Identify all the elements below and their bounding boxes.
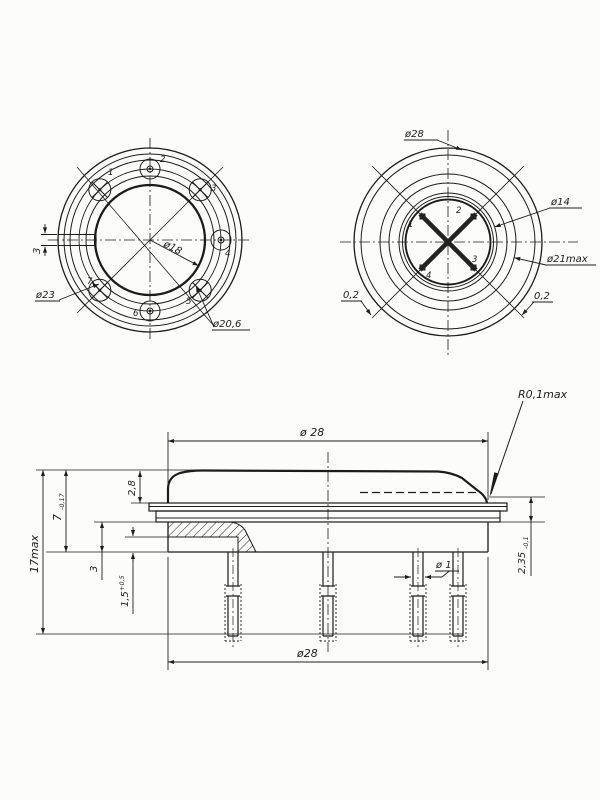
sector-label-1: 1: [408, 220, 414, 230]
svg-text:ø 28: ø 28: [300, 426, 325, 439]
svg-text:ø18: ø18: [161, 238, 184, 258]
svg-text:0,2: 0,2: [534, 291, 550, 302]
dim-outer-dia: [404, 129, 462, 150]
svg-text:ø21max: ø21max: [547, 254, 588, 265]
dim-base-height: [89, 522, 102, 580]
dim-seat-height: [51, 470, 66, 552]
svg-text:ø14: ø14: [551, 197, 570, 208]
svg-text:ø20,6: ø20,6: [213, 319, 242, 330]
dim-window-dia: [495, 197, 582, 227]
dim-pin-dia: [394, 560, 459, 577]
pin-3: [189, 179, 211, 201]
pin-label-6: 6: [133, 309, 139, 319]
dim-flange-thickness: [517, 497, 531, 576]
lead-4: [450, 548, 466, 650]
pin-label-1: 1: [108, 168, 114, 178]
pin-label-5: 5: [186, 297, 192, 307]
svg-text:ø28: ø28: [405, 129, 424, 140]
pin-5: [189, 279, 211, 301]
extension-lines: [36, 432, 545, 670]
svg-text:-0,1: -0,1: [522, 536, 530, 549]
sector-label-2: 2: [456, 206, 462, 216]
svg-text:1,5: 1,5: [120, 591, 131, 607]
pin-1: [89, 179, 111, 201]
dim-cap-dia: [150, 238, 199, 265]
side-section-view: [28, 388, 568, 670]
cross-reticle: [420, 214, 477, 271]
dim-step-dia: [196, 286, 250, 330]
svg-text:3: 3: [89, 565, 100, 572]
section-hatch: [168, 522, 256, 552]
dim-cap-height: [127, 471, 140, 503]
leads: [225, 548, 466, 650]
dim-arm-width-left: [341, 290, 371, 315]
lead-3: [410, 548, 426, 650]
window-side-view: [340, 129, 596, 356]
svg-text:17max: 17max: [28, 535, 41, 573]
pin-label-7: 7: [87, 277, 93, 287]
lead-1: [225, 548, 241, 650]
dim-cap-dia: [168, 426, 488, 441]
svg-text:3: 3: [32, 247, 43, 254]
svg-text:ø 1: ø 1: [436, 560, 452, 571]
dim-edge-radius: [489, 388, 568, 499]
sector-label-4: 4: [426, 271, 432, 281]
pin-label-3: 3: [211, 184, 217, 194]
svg-text:0,2: 0,2: [343, 290, 359, 301]
cap-dome: [168, 471, 487, 504]
svg-text:ø23: ø23: [36, 290, 55, 301]
dim-body-dia: [514, 254, 596, 265]
sector-label-3: 3: [472, 255, 478, 265]
pin-label-2: 2: [160, 155, 166, 165]
dim-height-max: [28, 470, 43, 634]
svg-text:7: 7: [51, 514, 64, 521]
pin-label-4: 4: [225, 249, 231, 259]
svg-text:2,35: 2,35: [517, 551, 528, 574]
svg-text:-0,17: -0,17: [58, 493, 66, 510]
svg-text:2,8: 2,8: [127, 480, 138, 496]
svg-text:R0,1max: R0,1max: [518, 388, 568, 401]
svg-text:ø28: ø28: [297, 647, 318, 660]
dim-lip-height: [118, 527, 133, 614]
svg-text:+0,5: +0,5: [118, 575, 126, 591]
pin-side-view: [32, 138, 252, 342]
